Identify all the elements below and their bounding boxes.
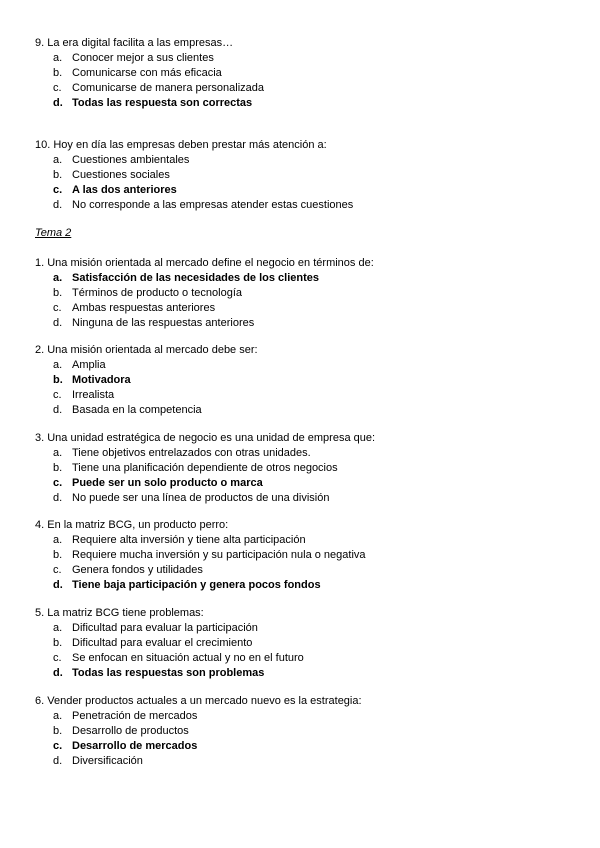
option-letter: d. xyxy=(53,492,63,504)
question-stem: 10. Hoy en día las empresas deben prestar más atención a: xyxy=(35,139,327,151)
option-text: Puede ser un solo producto o marca xyxy=(72,477,263,489)
option-text: Requiere alta inversión y tiene alta participación xyxy=(72,534,306,546)
option-b xyxy=(35,66,575,81)
option-letter: d. xyxy=(53,199,63,211)
option-a xyxy=(35,358,575,373)
question-stem: 4. En la matriz BCG, un producto perro: xyxy=(35,519,229,531)
option-a xyxy=(35,446,575,461)
option-c-correct xyxy=(35,739,575,754)
option-d xyxy=(35,491,575,506)
option-letter: a. xyxy=(53,52,63,64)
question-9 xyxy=(35,36,575,111)
question-5 xyxy=(35,606,575,681)
option-text: Términos de producto o tecnología xyxy=(72,287,242,299)
option-list xyxy=(35,358,575,418)
option-text: Cuestiones sociales xyxy=(72,169,170,181)
option-d xyxy=(35,316,575,331)
option-letter: a. xyxy=(53,154,63,166)
option-letter: d. xyxy=(53,317,63,329)
option-text: Tiene objetivos entrelazados con otras unidades. xyxy=(72,447,311,459)
option-b xyxy=(35,636,575,651)
option-a xyxy=(35,153,575,168)
option-text: Penetración de mercados xyxy=(72,710,198,722)
option-a xyxy=(35,533,575,548)
option-letter: d. xyxy=(53,667,63,679)
option-b xyxy=(35,548,575,563)
option-b xyxy=(35,168,575,183)
option-c-correct xyxy=(35,183,575,198)
option-d-correct xyxy=(35,666,575,681)
option-letter: c. xyxy=(53,477,63,489)
option-d xyxy=(35,754,575,769)
option-letter: b. xyxy=(53,462,63,474)
option-letter: a. xyxy=(53,272,63,284)
option-text: Dificultad para evaluar el crecimiento xyxy=(72,637,253,649)
option-letter: c. xyxy=(53,389,62,401)
option-list xyxy=(35,621,575,681)
option-a xyxy=(35,709,575,724)
option-b-correct xyxy=(35,373,575,388)
option-letter: b. xyxy=(53,287,63,299)
option-text: Ambas respuestas anteriores xyxy=(72,302,216,314)
option-text: Se enfocan en situación actual y no en el futuro xyxy=(72,652,304,664)
question-10 xyxy=(35,138,575,213)
question-stem: 1. Una misión orientada al mercado define el negocio en términos de: xyxy=(35,257,374,269)
option-d xyxy=(35,403,575,418)
option-letter: c. xyxy=(53,740,63,752)
option-letter: a. xyxy=(53,447,63,459)
option-text: A las dos anteriores xyxy=(72,184,177,196)
option-letter: c. xyxy=(53,652,62,664)
option-text: Comunicarse con más eficacia xyxy=(72,67,222,79)
option-letter: d. xyxy=(53,755,63,767)
option-b xyxy=(35,286,575,301)
option-c xyxy=(35,81,575,96)
option-letter: c. xyxy=(53,564,62,576)
option-text: Conocer mejor a sus clientes xyxy=(72,52,214,64)
option-d-correct xyxy=(35,96,575,111)
option-text: Requiere mucha inversión y su participación nula o negativa xyxy=(72,549,366,561)
option-a xyxy=(35,51,575,66)
question-6 xyxy=(35,694,575,769)
option-letter: a. xyxy=(53,710,63,722)
option-list xyxy=(35,51,575,111)
option-list xyxy=(35,271,575,331)
question-2 xyxy=(35,343,575,418)
option-letter: c. xyxy=(53,82,62,94)
option-text: Todas las respuestas son problemas xyxy=(72,667,265,679)
option-list xyxy=(35,446,575,506)
option-a xyxy=(35,621,575,636)
option-letter: b. xyxy=(53,169,63,181)
option-letter: d. xyxy=(53,404,63,416)
option-text: Comunicarse de manera personalizada xyxy=(72,82,264,94)
option-text: Amplia xyxy=(72,359,106,371)
option-d xyxy=(35,198,575,213)
option-text: Desarrollo de mercados xyxy=(72,740,198,752)
option-letter: b. xyxy=(53,549,63,561)
option-text: No puede ser una línea de productos de una división xyxy=(72,492,330,504)
option-text: Motivadora xyxy=(72,374,131,386)
option-text: Desarrollo de productos xyxy=(72,725,189,737)
option-c xyxy=(35,301,575,316)
option-text: Cuestiones ambientales xyxy=(72,154,190,166)
option-text: Todas las respuesta son correctas xyxy=(72,97,253,109)
section-title: Tema 2 xyxy=(35,227,72,239)
option-list xyxy=(35,153,575,213)
option-letter: d. xyxy=(53,579,63,591)
option-text: No corresponde a las empresas atender estas cuestiones xyxy=(72,199,354,211)
option-text: Tiene una planificación dependiente de otros negocios xyxy=(72,462,338,474)
option-letter: c. xyxy=(53,184,63,196)
question-stem: 2. Una misión orientada al mercado debe ser: xyxy=(35,344,258,356)
option-list xyxy=(35,709,575,769)
option-letter: d. xyxy=(53,97,63,109)
option-c xyxy=(35,388,575,403)
question-4 xyxy=(35,518,575,593)
option-letter: a. xyxy=(53,622,63,634)
question-stem: 3. Una unidad estratégica de negocio es una unidad de empresa que: xyxy=(35,432,376,444)
option-letter: b. xyxy=(53,725,63,737)
option-text: Ninguna de las respuestas anteriores xyxy=(72,317,255,329)
question-stem: 6. Vender productos actuales a un mercado nuevo es la estrategia: xyxy=(35,695,362,707)
option-text: Satisfacción de las necesidades de los clientes xyxy=(72,272,320,284)
option-c-correct xyxy=(35,476,575,491)
question-stem: 5. La matriz BCG tiene problemas: xyxy=(35,607,204,619)
option-c xyxy=(35,651,575,666)
option-c xyxy=(35,563,575,578)
option-text: Dificultad para evaluar la participación xyxy=(72,622,258,634)
option-letter: a. xyxy=(53,359,63,371)
option-letter: a. xyxy=(53,534,63,546)
option-letter: b. xyxy=(53,637,63,649)
question-stem: 9. La era digital facilita a las empresas… xyxy=(35,37,234,49)
option-b xyxy=(35,724,575,739)
option-text: Genera fondos y utilidades xyxy=(72,564,203,576)
option-text: Tiene baja participación y genera pocos fondos xyxy=(72,579,321,591)
option-list xyxy=(35,533,575,593)
option-text: Diversificación xyxy=(72,755,143,767)
option-letter: b. xyxy=(53,374,63,386)
option-text: Basada en la competencia xyxy=(72,404,202,416)
option-letter: c. xyxy=(53,302,62,314)
option-b xyxy=(35,461,575,476)
question-3 xyxy=(35,431,575,506)
option-a-correct xyxy=(35,271,575,286)
option-text: Irrealista xyxy=(72,389,115,401)
option-d-correct xyxy=(35,578,575,593)
question-1 xyxy=(35,256,575,331)
option-letter: b. xyxy=(53,67,63,79)
